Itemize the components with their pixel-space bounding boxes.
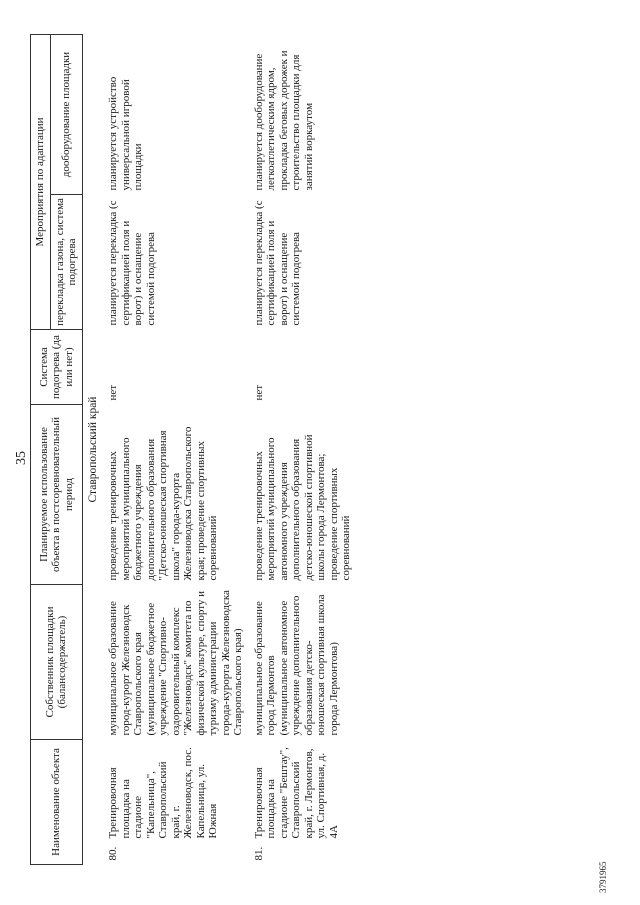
table-row xyxy=(249,34,357,864)
turf-cell: планируется перекладка (с сертификацией поля и ворот) и оснащение системой подогрева xyxy=(252,200,302,326)
heating-cell: нет xyxy=(252,384,265,401)
equip-cell: планируется дооборудование легкоатлетическим ядром, прокладка беговых дорожек и строительство площадки для занятий воркаутом xyxy=(252,50,315,191)
document-id: 3791965 xyxy=(598,861,608,893)
row-number: 80. xyxy=(107,846,119,861)
header-equip: дооборудование площадки xyxy=(50,34,82,194)
planned-use-cell: проведение тренировочных мероприятий муниципального бюджетного учреждения дополнительного образования "Детско-юношеская спортивная школа" города-курорта Железноводска Ставропольского края; проведение спортивных соревнований xyxy=(107,426,219,581)
adaptation-table xyxy=(30,34,357,865)
equip-cell: планируется устройство универсальной игровой площадки xyxy=(107,76,144,191)
header-planned-use: Планируемое использование объекта в постсоревновательный период xyxy=(31,405,83,585)
owner-cell: муниципальное образование город-курорт Железноводск Ставропольского края (муниципальное бюджетное учреждение "Спортивно-оздоровительный комплекс "Железноводск" комитета по физической культуре, спорту и туризму администрации города-курорта Железноводска Ставропольского края) xyxy=(107,590,244,736)
header-owner: Собственник площадки (балансодержатель) xyxy=(31,585,83,740)
header-name: Наименование объекта xyxy=(31,740,83,865)
row-number: 81. xyxy=(252,846,265,861)
heating-cell: нет xyxy=(107,384,119,401)
table-row xyxy=(103,34,249,864)
object-name: Тренировочная площадка на стадионе "Бештау", Ставропольский край, г. Лермонтов, ул. Спортивная, д. 4А xyxy=(252,747,340,839)
header-turf: перекладка газона, система подогрева xyxy=(50,195,82,330)
header-heating: Система подогрева (да или нет) xyxy=(31,330,83,405)
region-label: Ставропольский край xyxy=(86,396,99,503)
page-number: 35 xyxy=(14,451,29,465)
owner-cell: муниципальное образование город Лермонтов (муниципальное автономное учреждение дополнительного образования детско-юношеская спортивная школа города Лермонтова) xyxy=(252,594,340,736)
planned-use-cell: проведение тренировочных мероприятий муниципального автономного учреждения дополнительного образования детско-юношеской спортивной школы города Лермонтова; проведение спортивных соревнований xyxy=(252,434,352,581)
header-measures: Мероприятия по адаптации xyxy=(31,34,51,329)
turf-cell: планируется перекладка (с сертификацией поля и ворот) и оснащение системой подогрева xyxy=(107,200,157,326)
object-name: Тренировочная площадка на стадионе "Капельница", Ставропольский край, г. Железноводск, пос. Капельница, ул. Южная xyxy=(107,747,219,839)
